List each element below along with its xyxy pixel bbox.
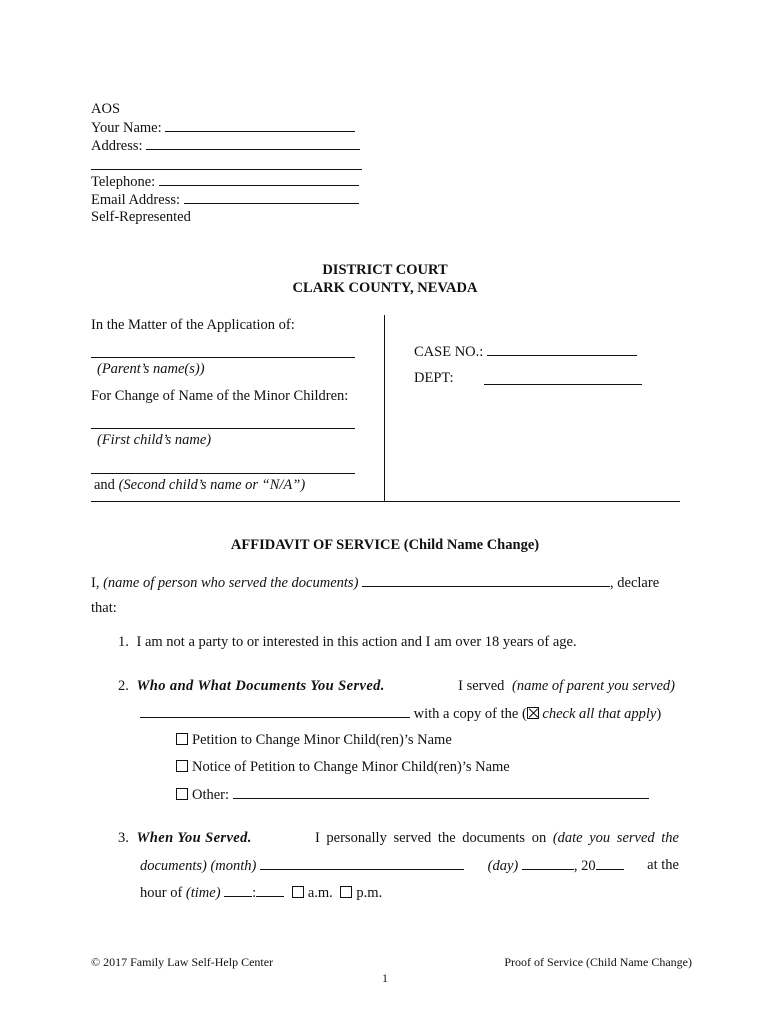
address-label: Address: [91,138,143,154]
year-field[interactable] [596,857,624,870]
telephone-field[interactable] [159,173,359,186]
item-3-hint-1: (date you served the [552,830,679,846]
item-1 [118,634,577,651]
court-line-1: DISTRICT COURT [322,262,448,278]
hour-label: hour of [140,885,183,901]
footer-form-name: Proof of Service (Child Name Change) [504,955,692,969]
case-no-row [414,343,637,361]
item-1-number: 1. [118,634,129,650]
other-field[interactable] [233,786,649,799]
item-2-line-2 [140,705,661,723]
your-name-row [91,119,355,137]
item-2-line-1 [118,678,675,695]
item-2-number: 2. [118,678,129,694]
form-code: AOS [91,101,121,117]
footer-copyright: © 2017 Family Law Self-Help Center [91,955,274,969]
document-title: AFFIDAVIT OF SERVICE (Child Name Change) [230,537,540,553]
item-3-hint-2: documents) [140,858,207,874]
time-colon: : [252,885,257,901]
address-field[interactable] [146,137,360,150]
first-child-field[interactable] [91,428,355,429]
matter-label: In the Matter of the Application of: [91,317,295,333]
intro-hint: (name of person who served the documents) [103,575,359,591]
option-notice-label: Notice of Petition to Change Minor Child(ren)’s Name [192,759,510,775]
your-name-field[interactable] [165,119,355,132]
item-2-hint: (name of parent you served) [512,678,675,694]
checked-box-icon [527,707,539,719]
intro-declare: , declare [610,575,660,591]
parent-served-field[interactable] [140,705,410,718]
hour-field[interactable] [224,884,252,897]
page-number: 1 [382,971,388,985]
your-name-label: Your Name: [91,120,162,136]
item-3-text: I personally served the documents on [314,830,547,846]
at-the-label: at the [647,857,679,873]
option-petition[interactable] [176,732,452,749]
email-field[interactable] [184,191,359,204]
day-label: (day) [487,858,519,874]
item-2-heading: Who and What Documents You Served. [136,678,385,694]
second-child-row [94,477,305,494]
option-other-label: Other: [192,787,230,803]
am-checkbox-icon[interactable] [292,886,304,898]
option-petition-label: Petition to Change Minor Child(ren)’s Name [192,732,452,748]
second-child-hint: (Second child’s name or “N/A”) [118,477,306,493]
item-1-text: I am not a party to or interested in this action and I am over 18 years of age. [136,634,577,650]
telephone-row [91,173,359,191]
checkbox-icon[interactable] [176,788,188,800]
for-change-label: For Change of Name of the Minor Children: [91,388,349,404]
intro-row [91,574,659,592]
second-child-field[interactable] [91,473,355,474]
address-row [91,137,360,155]
caption-bottom-rule [91,501,680,502]
item-2-served: I served [458,678,505,694]
dept-field[interactable] [484,384,642,385]
item-2-copy: with a copy of the ( [413,706,527,722]
month-label: (month) [210,858,257,874]
item-3-line-1 [118,830,679,847]
pm-checkbox-icon[interactable] [340,886,352,898]
intro-i: I, [91,575,100,591]
caption-divider [384,315,385,501]
case-no-field[interactable] [487,343,637,356]
email-label: Email Address: [91,192,181,208]
item-3-number: 3. [118,830,129,846]
pm-label: p.m. [356,885,383,901]
self-represented: Self-Represented [91,209,191,225]
email-row [91,191,359,209]
item-2-close: ) [656,706,662,722]
dept-label: DEPT: [414,370,454,386]
item-3-line-2 [140,857,679,875]
server-name-field[interactable] [362,574,610,587]
intro-that: that: [91,600,117,616]
telephone-label: Telephone: [91,174,156,190]
first-child-hint: (First child’s name) [97,432,212,448]
month-field[interactable] [260,857,464,870]
item-2-check-hint: check all that apply [542,706,657,722]
address-line-2[interactable] [91,169,362,170]
case-no-label: CASE NO.: [414,344,484,360]
checkbox-icon[interactable] [176,760,188,772]
item-3-line-3 [140,884,382,902]
parent-name-field[interactable] [91,357,355,358]
item-3-heading: When You Served. [136,830,252,846]
day-field[interactable] [522,857,574,870]
time-label: (time) [185,885,221,901]
am-label: a.m. [307,885,333,901]
checkbox-icon[interactable] [176,733,188,745]
and-label: and [94,477,115,493]
option-other[interactable] [176,786,649,804]
court-line-2: CLARK COUNTY, NEVADA [292,280,478,296]
parent-name-hint: (Parent’s name(s)) [97,361,205,377]
option-notice[interactable] [176,759,510,776]
minute-field[interactable] [256,884,284,897]
year-prefix: , 20 [573,858,596,874]
